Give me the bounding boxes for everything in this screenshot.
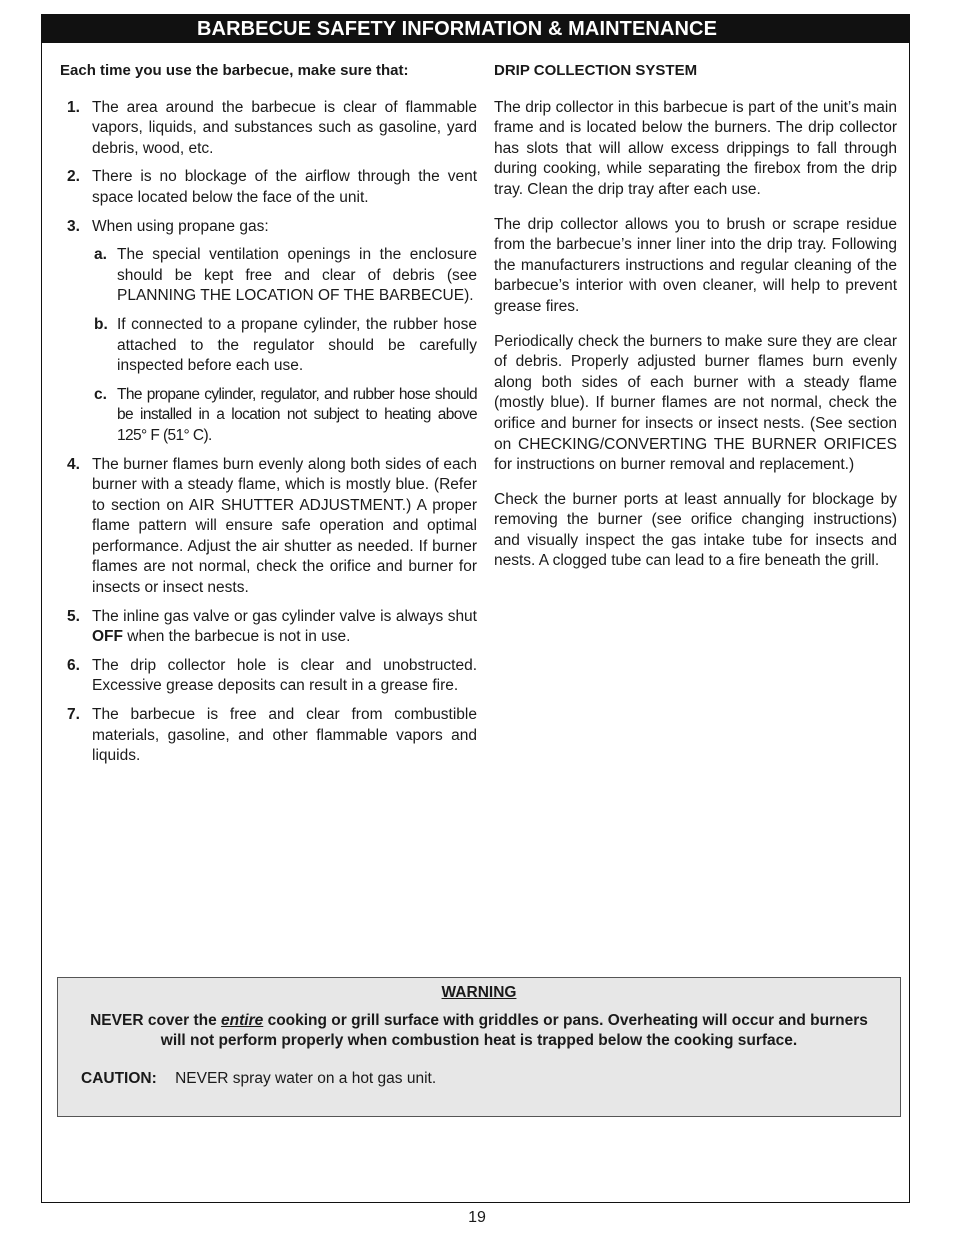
warning-title: WARNING: [441, 984, 517, 1001]
item-text: There is no blockage of the airflow through the vent space located below the face of the unit.: [92, 168, 477, 206]
subitem-letter: c.: [94, 385, 107, 403]
checklist-intro: Each time you use the barbecue, make sure that:: [60, 62, 409, 79]
page-number: 19: [468, 1209, 486, 1226]
paragraph-1: The drip collector in this barbecue is part of the unit’s main frame and is located below the burners. The drip collector has slots that will allow excess drippings to fall through during cooking, while separating the firebox from the drip tray. Clean the drip tray after each use.: [494, 98, 897, 198]
warning-emphasis: entire: [221, 1012, 264, 1029]
caution-line: [81, 1070, 900, 1088]
item-number: 5.: [67, 607, 80, 625]
checklist-item-3: [60, 217, 477, 447]
item-text: The burner flames burn evenly along both sides of each burner with a steady flame, which is mostly blue. (Refer to section on AIR SHUTTER ADJUSTMENT.) A proper flame pattern will ensure safe operation and optimal performance. Adjust the air shutter as needed. If burner flames are not normal, check the orifice and burner for insects or insect nests.: [92, 455, 477, 597]
page-title: BARBECUE SAFETY INFORMATION & MAINTENANCE: [42, 15, 909, 43]
item-text: The drip collector hole is clear and unobstructed. Excessive grease deposits can result in a grease fire.: [92, 656, 477, 695]
item-number: 2.: [67, 168, 80, 186]
item-text-before: The inline gas valve or gas cylinder valve is always shut: [92, 607, 477, 625]
subitem-text: The propane cylinder, regulator, and rubber hose should be installed in a location not subject to heating above 125° F (51° C).: [117, 385, 477, 444]
subitem-letter: b.: [94, 315, 108, 333]
paragraph-4: Check the burner ports at least annually for blockage by removing the burner (see orifice changing instructions) and visually inspect the gas intake tube for insects and nests. A clogged tube can lead to a fire beneath the grill.: [494, 490, 897, 570]
warning-box: [57, 977, 901, 1117]
checklist-item-6: [60, 656, 477, 697]
safety-checklist-column: [60, 61, 477, 775]
checklist-item-1: [60, 98, 477, 160]
checklist-item-2: [60, 167, 477, 208]
item-number: 1.: [67, 98, 80, 116]
subitem-b: [94, 315, 477, 377]
item-text: When using propane gas:: [92, 217, 269, 235]
off-emphasis: OFF: [92, 628, 123, 646]
item-text: The barbecue is free and clear from combustible materials, gasoline, and other flammable vapors and liquids.: [92, 706, 477, 765]
subitem-c: [94, 385, 477, 447]
checklist-item-7: [60, 705, 477, 767]
checklist: [60, 98, 477, 767]
checklist-item-5: [60, 607, 477, 648]
item-number: 7.: [67, 706, 80, 724]
warning-text: [78, 1011, 880, 1050]
item-text-after: when the barbecue is not in use.: [123, 628, 351, 646]
drip-collection-column: [494, 61, 897, 586]
warning-text-after: cooking or grill surface with griddles or pans. Overheating will occur and burners will not perform properly when combustion heat is trapped below the cooking surface.: [160, 1012, 868, 1049]
warning-text-before: NEVER cover the: [90, 1012, 222, 1029]
item-number: 4.: [67, 455, 80, 473]
caution-label: CAUTION:: [81, 1070, 157, 1087]
item-text: [92, 607, 477, 648]
item-number: 3.: [67, 217, 80, 235]
item-number: 6.: [67, 656, 80, 674]
propane-sublist: [94, 245, 477, 446]
subitem-a: [94, 245, 477, 307]
subitem-text: The special ventilation openings in the enclosure should be kept free and clear of debris (see PLANNING THE LOCATION OF THE BARBECUE).: [117, 246, 477, 305]
paragraph-3: Periodically check the burners to make sure they are clear of debris. Properly adjusted burner flames burn evenly along both sides of each burner with a steady flame (mostly blue). If burner flames are not normal, check the orifice and burner for insects or insect nests. (See section on CHECKING/CONVERTING THE BURNER ORIFICES for instructions on burner removal and replacement.): [494, 332, 897, 474]
subitem-letter: a.: [94, 246, 107, 264]
item-text: The area around the barbecue is clear of flammable vapors, liquids, and substances such as gasoline, yard debris, wood, etc.: [92, 98, 477, 157]
checklist-item-4: [60, 455, 477, 599]
section-heading: DRIP COLLECTION SYSTEM: [494, 62, 698, 79]
subitem-text: If connected to a propane cylinder, the rubber hose attached to the regulator should be carefully inspected before each use.: [117, 315, 477, 375]
paragraph-2: The drip collector allows you to brush or scrape residue from the barbecue’s inner liner into the drip tray. Following the manufacturers instructions and regular cleaning of the barbecue’s interior with oven cleaner, will help to prevent grease fires.: [494, 215, 897, 315]
caution-text: NEVER spray water on a hot gas unit.: [175, 1070, 437, 1087]
page-frame: [41, 14, 910, 1203]
